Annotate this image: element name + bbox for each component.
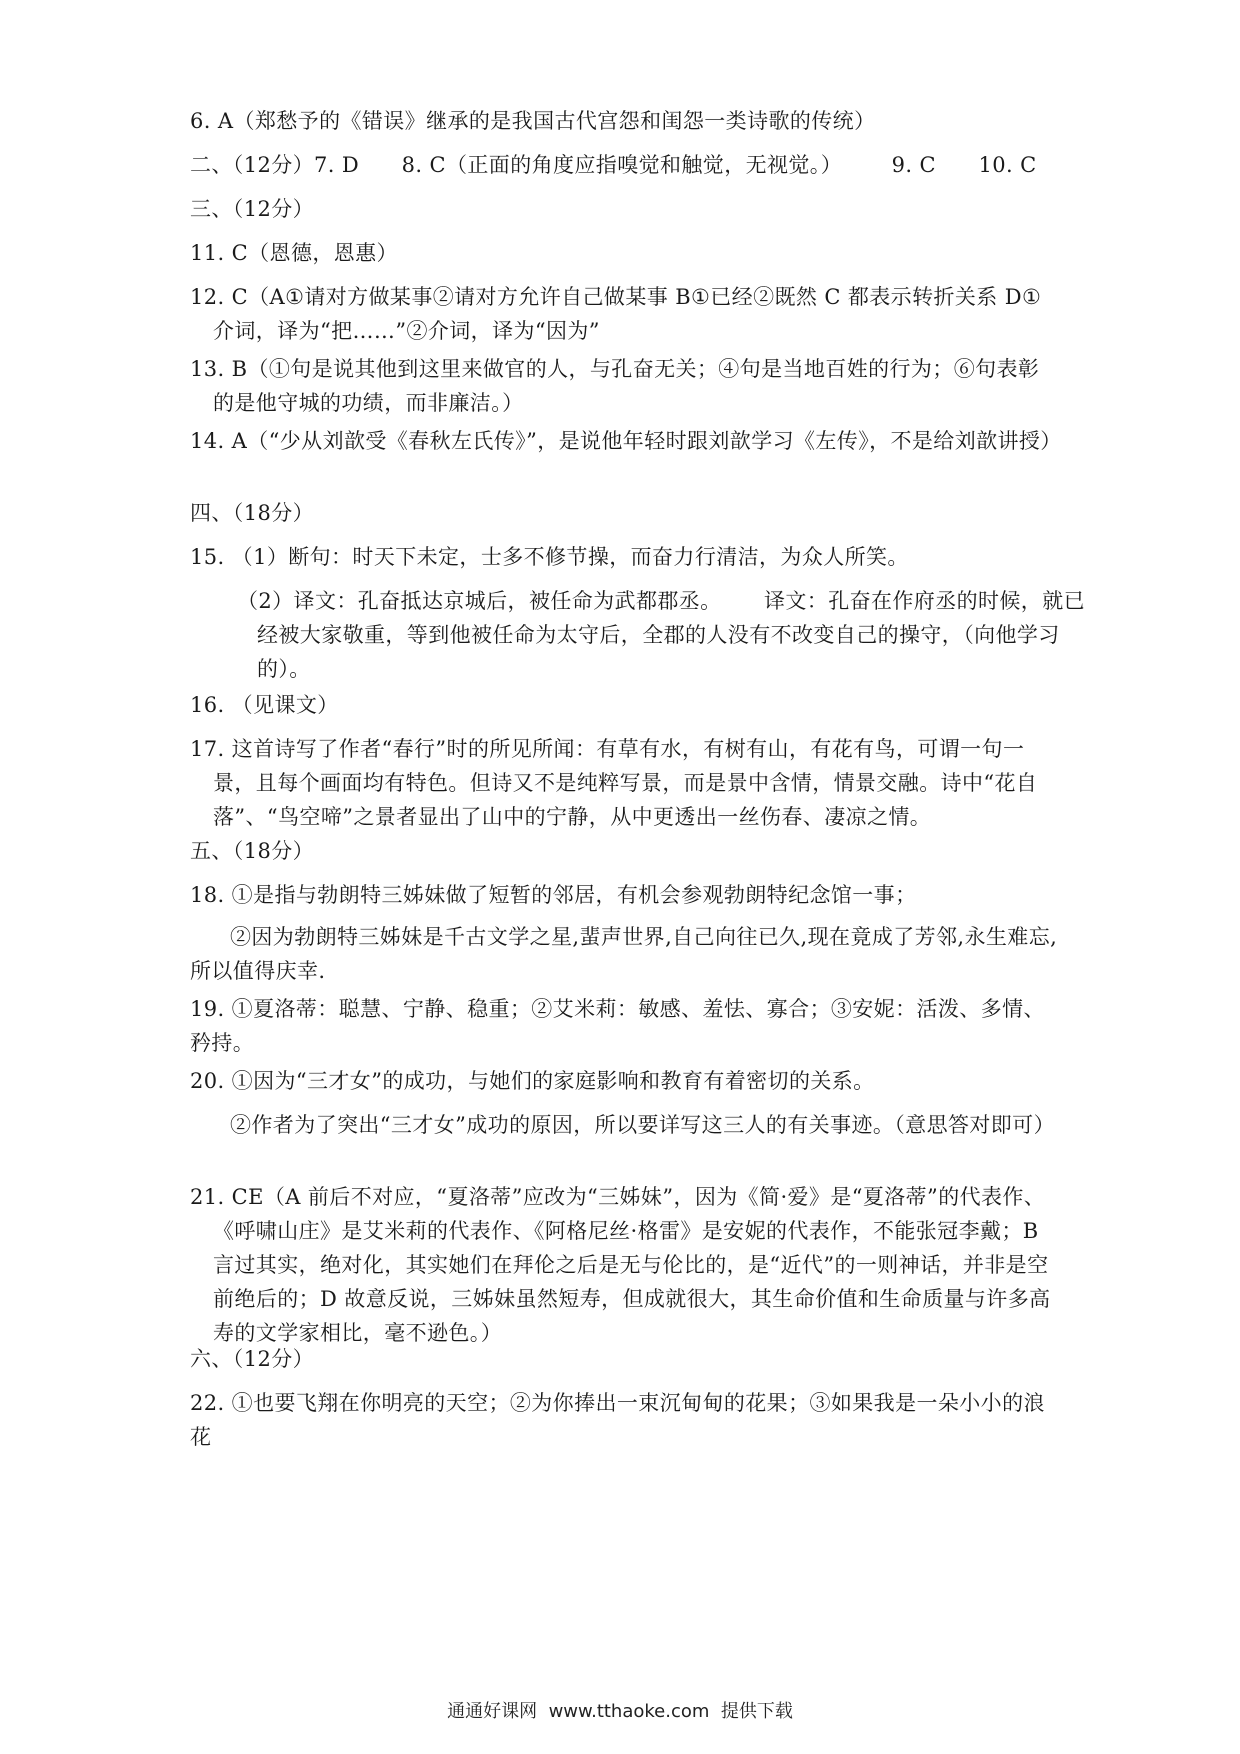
section-4-heading: 四、（18分） <box>190 501 315 525</box>
answer-14: 14. A（“少从刘歆受《春秋左氏传》”，是说他年轻时跟刘歆学习《左传》，不是给刘歆讲授） <box>190 429 1062 453</box>
answer-15-1: 15. （1）断句：时天下未定，士多不修节操，而奋力行清洁，为众人所笑。 <box>190 545 909 569</box>
answer-20-2: ②作者为了突出“三才女”成功的原因，所以要详写这三人的有关事迹。（意思答对即可） <box>230 1113 1055 1137</box>
answer-13: 13. B（①句是说其他到这里来做官的人，与孔奋无关；④句是当地百姓的行为；⑥句表彰的是他守城的功绩，而非廉洁。） <box>190 357 1040 415</box>
answer-12: 12. C（A①请对方做某事②请对方允许自己做某事 B①已经②既然 C 都表示转折关系 D①介词，译为“把……”②介词，译为“因为” <box>190 285 1042 343</box>
answer-18-1: 18. ①是指与勃朗特三姊妹做了短暂的邻居，有机会参观勃朗特纪念馆一事； <box>190 883 917 907</box>
answer-20-1: 20. ①因为“三才女”的成功，与她们的家庭影响和教育有着密切的关系。 <box>190 1069 875 1093</box>
section-2-answers: 二、（12分）7. D 8. C（正面的角度应指嗅觉和触觉，无视觉。） 9. C 10. C <box>190 153 1037 177</box>
answer-21: 21. CE（A 前后不对应，“夏洛蒂”应改为“三姊妹”，因为《简·爱》是“夏洛蒂”的代表作、《呼啸山庄》是艾米莉的代表作、《阿格尼丝·格雷》是安妮的代表作，不能张冠李戴；B 言过其实，绝对化，其实她们在拜伦之后是无与伦比的，是“近代”的一则神话，并非是空前绝后的；D 故意反说，三姊妹虽然短寿，但成就很大，其生命价值和生命质量与许多高寿的文学家相比，毫不逊色。） <box>190 1185 1051 1345</box>
answer-11: 11. C（恩德，恩惠） <box>190 241 398 265</box>
section-5-heading: 五、（18分） <box>190 839 315 863</box>
answer-15-2: （2）译文：孔奋抵达京城后，被任命为武都郡丞。 译文：孔奋在作府丞的时候，就已经被大家敬重，等到他被任命为太守后，全郡的人没有不改变自己的操守，（向他学习的）。 <box>237 589 1086 681</box>
section-6-heading: 六、（12分） <box>190 1347 315 1371</box>
answer-19: 19. ①夏洛蒂：聪慧、宁静、稳重；②艾米莉：敏感、羞怯、寡合；③安妮：活泼、多情、矜持。 <box>190 997 1045 1055</box>
answer-16: 16. （见课文） <box>190 693 339 717</box>
answer-18-2: ②因为勃朗特三姊妹是千古文学之星,蜚声世界,自己向往已久,现在竟成了芳邻,永生难忘,所以值得庆幸. <box>190 925 1058 983</box>
answer-17: 17. 这首诗写了作者“春行”时的所见所闻：有草有水，有树有山，有花有鸟，可谓一句一景，且每个画面均有特色。但诗又不是纯粹写景，而是景中含情，情景交融。诗中“花自落”、“鸟空啼”之景者显出了山中的宁静，从中更透出一丝伤春、凄凉之情。 <box>190 737 1038 829</box>
answer-22: 22. ①也要飞翔在你明亮的天空；②为你捧出一束沉甸甸的花果；③如果我是一朵小小的浪花 <box>190 1391 1045 1449</box>
section-3-heading: 三、（12分） <box>190 197 315 221</box>
answer-6: 6. A（郑愁予的《错误》继承的是我国古代宫怨和闺怨一类诗歌的传统） <box>190 109 876 133</box>
footer-credit: 通通好课网 www.tthaoke.com 提供下载 <box>447 1701 793 1722</box>
